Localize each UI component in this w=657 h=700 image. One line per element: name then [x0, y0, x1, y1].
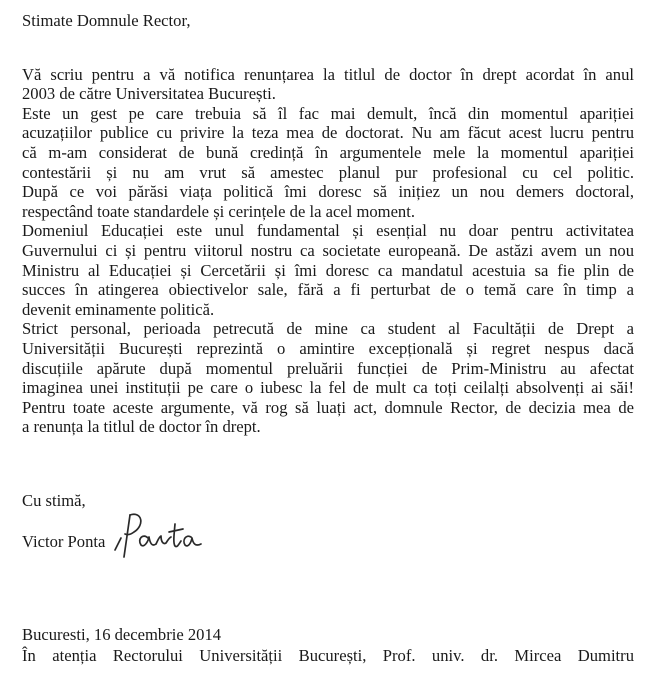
body-line: Pentru toate aceste argumente, vă rog să luați act, domnule Rector, de decizia mea de: [22, 398, 634, 417]
place-date: Bucuresti, 16 decembrie 2014: [22, 625, 222, 644]
body-line: Domeniul Educației este unul fundamental și esențial nu doar pentru activitatea: [22, 221, 634, 240]
body-line: Vă scriu pentru a vă notifica renunțarea la titlul de doctor în drept acordat în anul: [22, 65, 634, 84]
greeting: Stimate Domnule Rector,: [22, 11, 191, 30]
closing: Cu stimă,: [22, 491, 86, 510]
attention-line: În atenția Rectorului Universității București, Prof. univ. dr. Mircea Dumitru: [22, 646, 634, 665]
body-line: discuțiile apărute după momentul preluării funcției de Prim-Ministru au afectat: [22, 359, 634, 378]
handwritten-signature: [111, 510, 211, 566]
body-line: După ce voi părăsi viața politică îmi doresc să inițiez un nou demers doctoral,: [22, 182, 634, 201]
body-line: 2003 de către Universitatea București.: [22, 84, 276, 103]
body-line: devenit eminamente politică.: [22, 300, 215, 319]
body-line: a renunța la titlul de doctor în drept.: [22, 417, 261, 436]
body-line: Guvernului ci și pentru viitorul nostru ca societate europeană. De astăzi avem un nou: [22, 241, 634, 260]
body-line: succes în atingerea obiectivelor sale, fără a fi perturbat de o temă care în timp a: [22, 280, 634, 299]
body-line: Ministru al Educației și Cercetării și îmi doresc ca mandatul acestuia sa fie plin de: [22, 261, 634, 280]
body-line: Universității București reprezintă o amintire excepțională și regret nespus dacă: [22, 339, 634, 358]
body-line: contestării și nu am vrut să amestec planul pur profesional cu cel politic.: [22, 163, 634, 182]
signatory-name: Victor Ponta: [22, 532, 106, 551]
body-line: respectând toate standardele și cerințele de la acel moment.: [22, 202, 415, 221]
body-line: că m-am considerat de bună credință în argumentele mele la momentul apariției: [22, 143, 634, 162]
body-line: Este un gest pe care trebuia să îl fac mai demult, încă din momentul apariției: [22, 104, 634, 123]
body-line: imaginea unei instituții pe care o iubesc la fel de mult ca toți ceilalți absolvenți ai săi!: [22, 378, 634, 397]
body-line: Strict personal, perioada petrecută de mine ca student al Facultății de Drept a: [22, 319, 634, 338]
body-line: acuzațiilor publice cu privire la teza mea de doctorat. Nu am făcut acest lucru pentru: [22, 123, 634, 142]
